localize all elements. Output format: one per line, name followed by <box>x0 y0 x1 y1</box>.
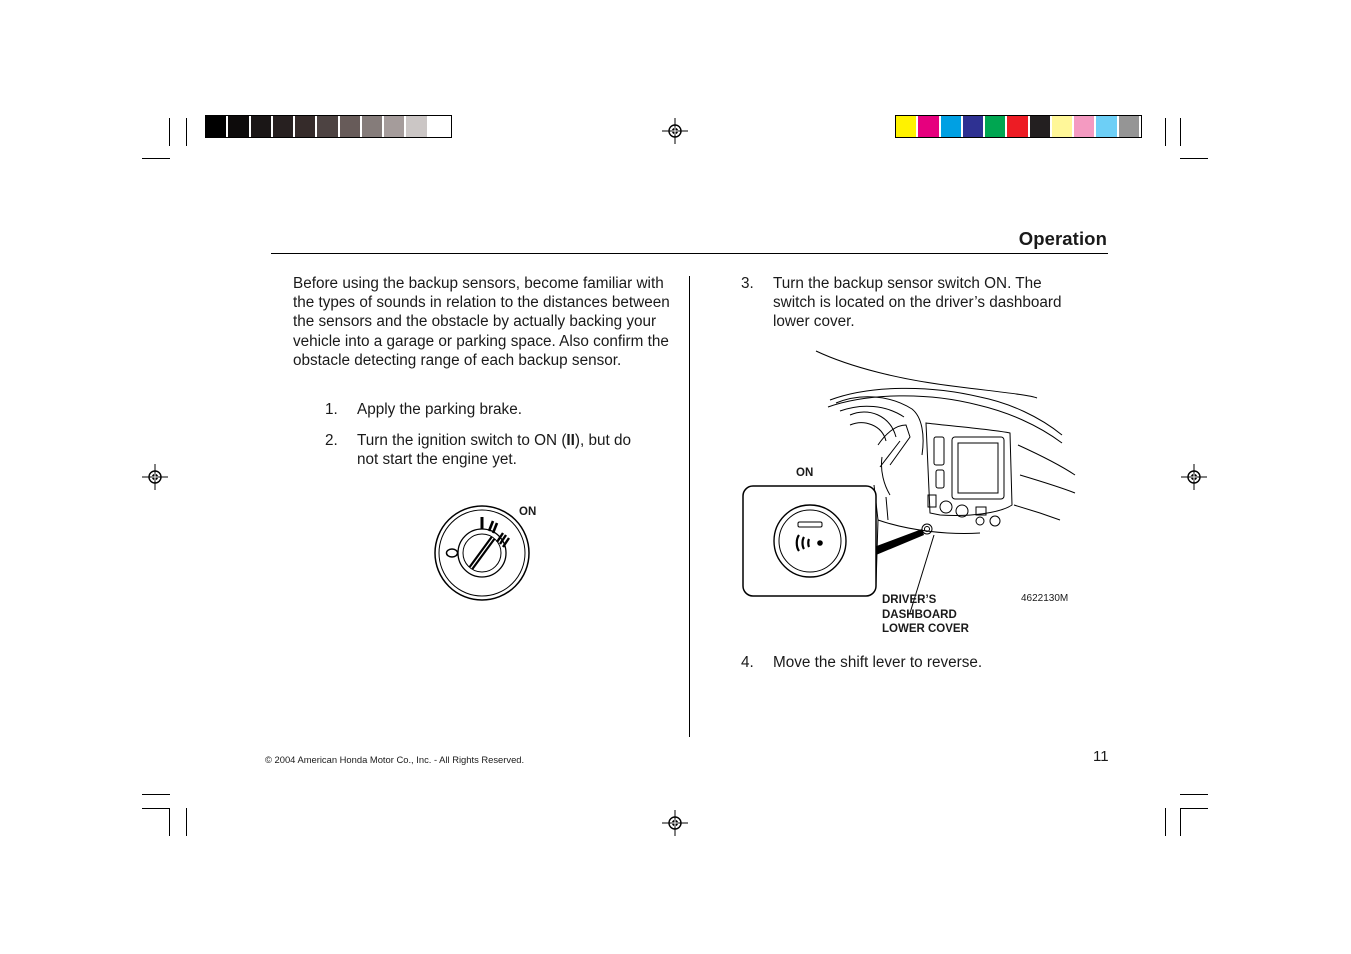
calibration-swatch <box>1074 116 1094 137</box>
copyright-notice: © 2004 American Honda Motor Co., Inc. - All Rights Reserved. <box>265 754 525 765</box>
grayscale-calibration-bar <box>205 115 452 138</box>
calibration-swatch <box>228 116 248 137</box>
page-number: 11 <box>1093 748 1109 765</box>
calibration-swatch <box>985 116 1005 137</box>
calibration-swatch <box>295 116 315 137</box>
calibration-swatch <box>1030 116 1050 137</box>
calibration-swatch <box>963 116 983 137</box>
calibration-swatch <box>918 116 938 137</box>
step-text: Turn the backup sensor switch ON. The switch is located on the driver’s dashboard lower cover. <box>773 275 1062 331</box>
calibration-swatch <box>429 116 449 137</box>
ignition-position-label: II <box>566 432 575 449</box>
step-number: 3. <box>741 275 754 292</box>
calibration-swatch <box>941 116 961 137</box>
step-number: 4. <box>741 654 754 671</box>
registration-mark-icon <box>142 464 168 490</box>
ignition-on-label: ON <box>519 506 537 518</box>
calibration-swatch <box>273 116 293 137</box>
registration-mark-icon <box>662 810 688 836</box>
calibration-swatch <box>384 116 404 137</box>
figure-code: 4622130M <box>1021 593 1069 604</box>
calibration-swatch <box>896 116 916 137</box>
calibration-swatch <box>362 116 382 137</box>
step-text: Turn the ignition switch to ON (II), but do not start the engine yet. <box>357 432 632 469</box>
step-number: 1. <box>325 401 338 418</box>
dashboard-cover-callout: DRIVER’S DASHBOARD LOWER COVER <box>882 594 969 635</box>
dashboard-illustration <box>740 345 1080 605</box>
calibration-swatch <box>340 116 360 137</box>
intro-paragraph: Before using the backup sensors, become familiar with the types of sounds in relation to the distances between the sensors and the obstacle by actually backing your vehicle into a garage or parking space. Also confirm the obstacle detecting range of each backup sensor. <box>293 275 670 369</box>
step-number: 2. <box>325 432 338 449</box>
step-text: Move the shift lever to reverse. <box>773 654 983 671</box>
calibration-swatch <box>1119 116 1139 137</box>
switch-on-label: ON <box>796 467 814 479</box>
calibration-swatch <box>206 116 226 137</box>
column-divider <box>689 276 690 737</box>
calibration-swatch <box>317 116 337 137</box>
calibration-swatch <box>251 116 271 137</box>
step-text: Apply the parking brake. <box>357 401 522 418</box>
color-calibration-bar <box>895 115 1142 138</box>
calibration-swatch <box>1007 116 1027 137</box>
registration-mark-icon <box>662 118 688 144</box>
section-title: Operation <box>1018 228 1107 249</box>
calibration-swatch <box>1096 116 1116 137</box>
calibration-swatch <box>406 116 426 137</box>
registration-mark-icon <box>1181 464 1207 490</box>
calibration-swatch <box>1052 116 1072 137</box>
header-rule <box>271 253 1108 254</box>
